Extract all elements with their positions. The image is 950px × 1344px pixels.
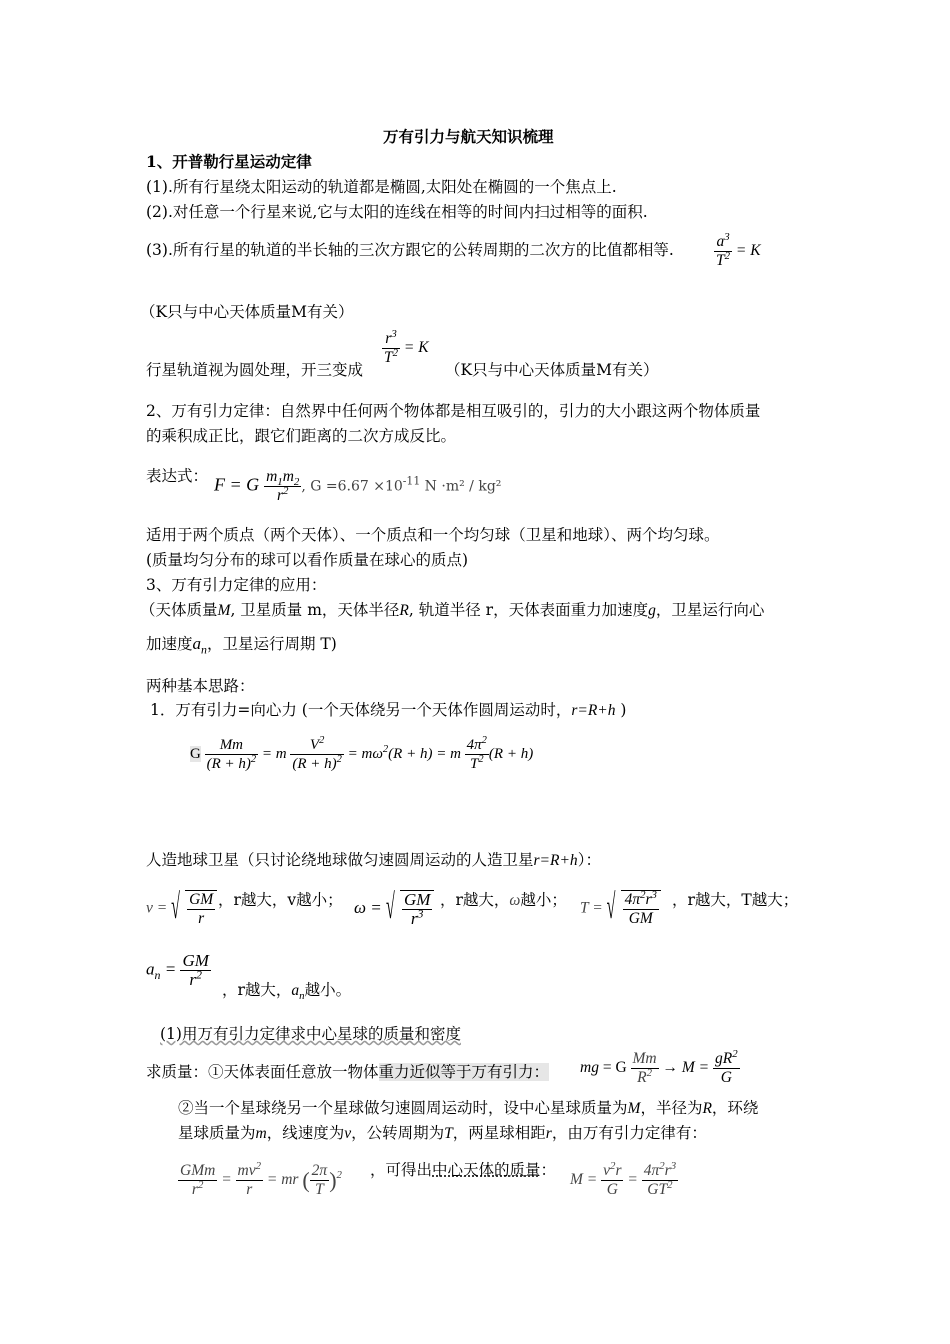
orbital-equation: $\frac{\text{GMm}}{r^2}$ = $\frac{mv^2}{r}$ = mr ( $\frac{2\pi}{T}$ )$^2$ [180,1159,342,1198]
k-note-2: （K只与中心天体质量M有关） [445,361,659,379]
two-ideas-label: 两种基本思路： [146,677,255,695]
kepler-law-3: (3).所有行星的轨道的半长轴的三次方跟它的公转周期的二次方的比值都相等. [146,241,674,259]
mass-method-2-line-1: ②当一个星球绕另一个星球做匀速圆周运动时，设中心星球质量为M，半径为R，环绕 [178,1099,759,1117]
expression-label: 表达式： [146,467,209,485]
kepler-law-1: (1).所有行星绕太阳运动的轨道都是椭圆,太阳处在椭圆的一个焦点上. [146,178,617,196]
section-3-heading: 3、万有引力定律的应用： [146,576,327,594]
applicability-text: 适用于两个质点（两个天体）、一个质点和一个均匀球（卫星和地球）、两个均匀球。 [146,526,720,544]
omega-formula: ω = √ $\frac{GM}{r^3}$ [354,890,434,928]
circle-orbit-text: 行星轨道视为圆处理，开三变成 [146,361,364,379]
gravitation-formula: F = G $\frac{m_1m_2}{r^2}$ , $G =6.67 \times 10^{-11}$ N ·m² / kg² [214,468,502,504]
omega-desc: ，r越大，ω越小； [440,891,567,909]
page-title: 万有引力与航天知识梳理 [383,127,554,146]
gravitation-law-line-1: 2、万有引力定律：自然界中任何两个物体都是相互吸引的，引力的大小跟这两个物体质量 [146,402,761,420]
symbols-line-2: 加速度$a_n$，卫星运行周期 T) [146,634,337,657]
kepler-law-2: (2).对任意一个行星来说,它与太阳的连线在相等的时间内扫过相等的面积. [146,203,648,221]
velocity-desc: ，r越大，v越小； [218,891,343,909]
central-mass-result-text: ，可得出中心天体的质量： [370,1161,557,1179]
period-formula: T = √ $\frac{4\pi^2r^3}{GM}$ [580,890,661,928]
surface-gravity-formula: mg = G $\frac{Mm}{R^2}$ → M = $\frac{gR^2}{G}$ [580,1047,738,1086]
idea-1: 1．万有引力=向心力 (一个天体绕另一个天体作圆周运动时，r=R+h ) [150,701,627,719]
kepler-formula-r3-T2: $\frac{r^3}{T^2}$ = K [384,327,429,366]
acceleration-formula: $a_n$ = $\frac{GM}{r^2}$ [146,951,209,989]
velocity-formula: v = √ $\frac{GM}{r}$ [146,890,217,928]
centripetal-equation: G $\frac{Mm}{(R + h)^2}$ = m $\frac{V^2}{(R + h)^2}$ = $m\omega^2(R + h) = m$ $\frac{4\pi^2}{T^2}$ (R + h) [190,735,534,772]
central-mass-formula: M = $\frac{v^2r}{G}$ = $\frac{4\pi^2r^3}{GT^2}$ [570,1159,677,1198]
kepler-formula-a3-T2: $\frac{a^3}{T^2}$ = K [716,230,761,269]
mass-density-heading: (1)用万有引力定律求中心星球的质量和密度 [160,1025,461,1043]
gravitation-law-line-2: 的乘积成正比，跟它们距离的二次方成反比。 [146,427,457,445]
satellite-title: 人造地球卫星（只讨论绕地球做匀速圆周运动的人造卫星r=R+h）： [146,851,601,869]
mass-method-2-line-2: 星球质量为m，线速度为v，公转周期为T，两星球相距r，由万有引力定律有： [178,1124,707,1142]
symbols-line-1: （天体质量M, 卫星质量 m，天体半径R, 轨道半径 r，天体表面重力加速度g，卫星运行向心 [140,601,765,619]
mass-method-1: 求质量：①天体表面任意放一物体重力近似等于万有引力： [146,1063,550,1081]
period-desc: ，r越大，T越大； [672,891,799,909]
uniform-sphere-note: (质量均匀分布的球可以看作质量在球心的质点) [146,551,469,569]
acceleration-desc: ，r越大，$a_n$越小。 [222,981,352,1003]
section-1-heading: 1、开普勒行星运动定律 [146,152,312,171]
k-note-1: （K只与中心天体质量M有关） [140,303,354,321]
